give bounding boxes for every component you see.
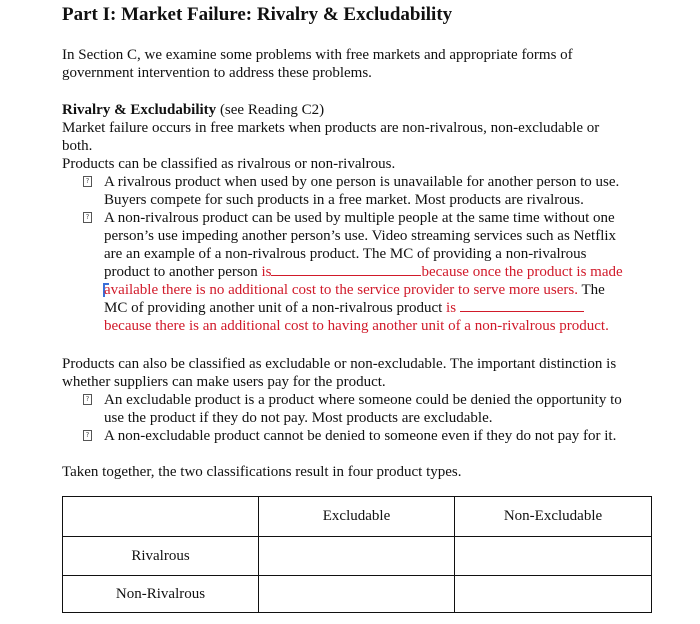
nonrivalrous-bullet-line-6 — [104, 299, 584, 317]
row-label-non-rivalrous: Non-Rivalrous — [63, 576, 259, 613]
column-header-excludable: Excludable — [259, 497, 455, 537]
answer-blank-2[interactable] — [460, 299, 584, 312]
answer-text: available there is no additional cost to the service provider to serve more users. — [104, 282, 579, 298]
section-heading-reference: (see Reading C2) — [219, 102, 325, 118]
market-failure-line-2: both. — [62, 138, 93, 154]
summary-text: Taken together, the two classifications result in four product types. — [62, 464, 462, 480]
nonrivalrous-bullet-line-3: are an example of a non-rivalrous product. The MC of providing a non-rivalrous — [104, 246, 587, 262]
line-5-text: The — [581, 282, 605, 298]
excludable-bullet-line-2: use the product if they do not pay. Most products are excludable. — [104, 410, 493, 426]
row-label-rivalrous: Rivalrous — [63, 537, 259, 576]
table-corner-cell — [63, 497, 259, 537]
table-cell-rivalrous-non-excludable[interactable] — [455, 537, 652, 576]
bullet-box-icon: ? — [83, 430, 92, 441]
bullet-box-icon: ? — [83, 212, 92, 223]
table-header-row — [63, 497, 652, 537]
rivalry-lead: Products can be classified as rivalrous or non-rivalrous. — [62, 156, 396, 172]
nonexcludable-bullet-line-1: A non-excludable product cannot be denied to someone even if they do not pay for it. — [104, 428, 617, 444]
nonrivalrous-bullet-line-1: A non-rivalrous product can be used by multiple people at the same time without one — [104, 210, 615, 226]
line-4-text: product to another person — [104, 264, 258, 280]
line-6-text: MC of providing another unit of a non-rivalrous product — [104, 300, 443, 316]
section-heading-title: Rivalry & Excludability — [62, 102, 217, 118]
intro-line-1: In Section C, we examine some problems with free markets and appropriate forms of — [62, 47, 573, 63]
bullet-box-icon: ? — [83, 394, 92, 405]
table-row — [63, 537, 652, 576]
excludability-lead-line-2: whether suppliers can make users pay for the product. — [62, 374, 386, 390]
answer-text: is — [261, 264, 272, 280]
table-cell-non-rivalrous-excludable[interactable] — [259, 576, 455, 613]
column-header-non-excludable: Non-Excludable — [455, 497, 652, 537]
rivalrous-bullet-line-2: Buyers compete for such products in a free market. Most products are rivalrous. — [104, 192, 584, 208]
nonrivalrous-bullet-line-5 — [104, 281, 605, 299]
nonrivalrous-bullet-line-7: because there is an additional cost to having another unit of a non-rivalrous product. — [104, 318, 609, 334]
nonrivalrous-bullet-line-4 — [104, 263, 623, 281]
bullet-box-icon: ? — [83, 176, 92, 187]
nonrivalrous-bullet-line-2: person’s use impeding another person’s use. Video streaming services such as Netflix — [104, 228, 617, 244]
table-row — [63, 576, 652, 613]
excludable-bullet-line-1: An excludable product is a product where someone could be denied the opportunity to — [104, 392, 622, 408]
answer-text: because once the product is made — [421, 264, 623, 280]
section-heading — [62, 101, 324, 119]
answer-blank-1[interactable] — [271, 263, 421, 276]
product-types-table — [62, 496, 652, 613]
excludability-lead-line-1: Products can also be classified as excludable or non-excludable. The important distinction is — [62, 356, 617, 372]
market-failure-line-1: Market failure occurs in free markets when products are non-rivalrous, non-excludable or — [62, 120, 600, 136]
rivalrous-bullet-line-1: A rivalrous product when used by one person is unavailable for another person to use. — [104, 174, 620, 190]
page-title: Part I: Market Failure: Rivalry & Excludability — [62, 4, 453, 25]
intro-line-2: government intervention to address these problems. — [62, 65, 372, 81]
table-cell-non-rivalrous-non-excludable[interactable] — [455, 576, 652, 613]
table-cell-rivalrous-excludable[interactable] — [259, 537, 455, 576]
answer-text: is — [446, 300, 457, 316]
